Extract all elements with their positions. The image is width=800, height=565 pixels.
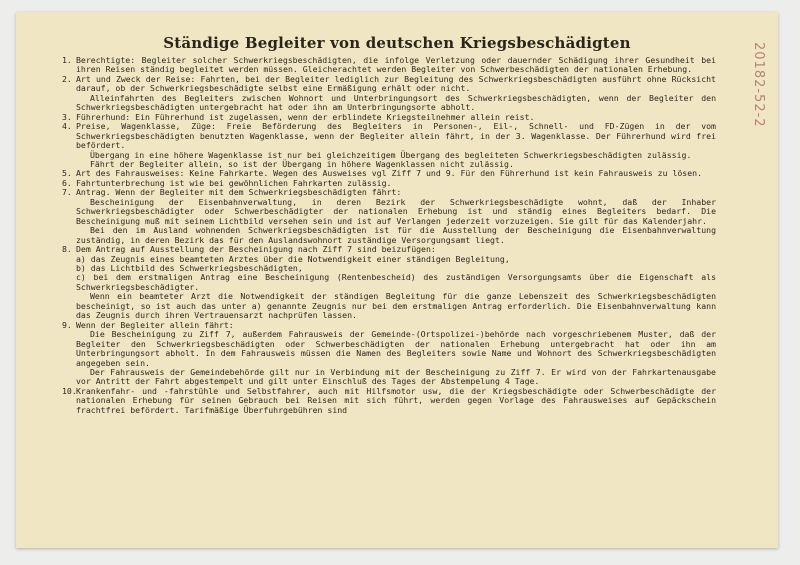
clause-item <box>62 73 716 113</box>
clause-subparagraph: Fährt der Begleiter allein, so ist der Übergang in höhere Wagenklassen nicht zulässig. <box>90 158 514 169</box>
clause-subparagraph: Die Bescheinigung zu Ziff 7, außerdem Fahrausweis der Gemeinde-(Ortspolizei-)behörde nach vorgeschriebenem Muster, daß der Begleiter den Schwerkriegsbeschädigten oder Schwerbeschädigten der nationalen Erhebung untergebracht hat oder ihn am Unterbringungsort abholt. In dem Fahrausweis müssen die Namen des Begleiters sowie Name und Wohnort des Schwerkriegsbeschädigten angegeben sein. <box>76 329 716 368</box>
clause-text: Dem Antrag auf Ausstellung der Bescheinigung nach Ziff 7 sind beizufügen: <box>76 244 436 255</box>
clause-list-line: b) das Lichtbild des Schwerkriegsbeschädigten, <box>76 262 303 273</box>
clause-text: Antrag. Wenn der Begleiter mit dem Schwerkriegsbeschädigten fährt: <box>76 187 402 198</box>
clause-number: 6. <box>62 177 72 188</box>
clause-number: 7. <box>62 187 72 198</box>
clause-number: 10. <box>62 385 77 396</box>
clause-text: Preise, Wagenklasse, Züge: Freie Beförderung des Begleiters in Personen-, Eil-, Schnell- und FD-Zügen in der vom Schwerkriegsbeschädigten benutzten Wagenklasse, wenn der Begleiter allein fährt, in der 3. Wagenklasse. Der Führerhund wird frei befördert. <box>76 121 716 151</box>
clause-item <box>62 319 716 387</box>
clause-number: 8. <box>62 244 72 255</box>
clause-number: 3. <box>62 111 72 122</box>
clause-item <box>62 385 716 415</box>
clause-item <box>62 55 716 75</box>
document-body <box>62 55 716 415</box>
clause-subparagraph: Übergang in eine höhere Wagenklasse ist nur bei gleichzeitigem Übergang des begleiteten Schwerkriegsbeschädigten zulässig. <box>90 149 692 160</box>
clause-text: Art des Fahrausweises: Keine Fahrkarte. Wegen des Ausweises vgl Ziff 7 und 9. Für den Führerhund ist kein Fahrausweis zu lösen. <box>76 168 703 179</box>
clause-subparagraph: Bei den im Ausland wohnenden Schwerkriegsbeschädigten ist für die Ausstellung der Bescheinigung die Eisenbahnverwaltung zuständig, in deren Bezirk das für den Auslandswohnort zuständige Versorgungsamt liegt. <box>76 225 716 245</box>
clause-item <box>62 244 716 321</box>
clause-number: 2. <box>62 73 72 84</box>
clause-subparagraph: Der Fahrausweis der Gemeindebehörde gilt nur in Verbindung mit der Bescheinigung zu Ziff 7. Er wird von der Fahrkartenausgabe vor Antritt der Fahrt abgestempelt und gilt unter Einschluß des Tages der Abstempelung 4 Tage. <box>76 366 716 387</box>
clause-item <box>62 121 716 169</box>
document-card <box>16 12 778 548</box>
clause-text: Art und Zweck der Reise: Fahrten, bei der Begleiter lediglich zur Begleitung des Schwerkriegsbeschädigten ausführt ohne Rücksicht darauf, ob der Schwerkriegsbeschädigte selbst eine Ermäßigung erhält oder nicht. <box>76 73 716 94</box>
clause-text: Krankenfahr- und -fahrstühle und Selbstfahrer, auch mit Hilfsmotor usw, die der Kriegsbeschädigte oder Schwerbeschädigte der nationalen Erhebung für seinen Gebrauch bei Reisen mit sich führt, werden gegen Vorlage des Fahrausweises auf Gepäckschein frachtfrei befördert. Tarifmäßige Überfuhrgebühren sind <box>76 385 716 415</box>
clause-number: 4. <box>62 121 72 132</box>
archive-reference-handwritten: 20182-52-2 <box>751 42 766 128</box>
clause-subparagraph: Wenn ein beamteter Arzt die Notwendigkeit der ständigen Begleitung für die ganze Lebenszeit des Schwerkriegsbeschädigten bescheinigt, so ist auch das unter a) genannte Zeugnis nur bei dem erstmaligen Antrag erforderlich. Die Eisenbahnverwaltung kann das Zeugnis durch ihren Vertrauensarzt nachprüfen lassen. <box>76 291 716 321</box>
clause-subparagraph: Bescheinigung der Eisenbahnverwaltung, in deren Bezirk der Schwerkriegsbeschädigte wohnt, daß der Inhaber Schwerkriegsbeschädigter oder Schwerbeschädigter der nationalen Erhebung ist und ständig eines Begleiters bedarf. Die Bescheinigung muß mit seinem Lichtbild versehen sein und ist auf Verlangen jederzeit vorzuzeigen. Sie gilt für das Kalenderjahr. <box>76 196 716 226</box>
clause-number: 1. <box>62 55 72 65</box>
clause-number: 9. <box>62 319 72 330</box>
clause-text: Wenn der Begleiter allein fährt: <box>76 319 234 330</box>
clause-text: Führerhund: Ein Führerhund ist zugelassen, wenn der erblindete Kriegsteilnehmer allein reist. <box>76 111 535 122</box>
clause-text: Fahrtunterbrechung ist wie bei gewöhnlichen Fahrkarten zulässig. <box>76 177 392 188</box>
clause-list-line: a) das Zeugnis eines beamteten Arztes über die Notwendigkeit einer ständigen Begleitung, <box>76 253 510 264</box>
clause-number: 5. <box>62 168 72 179</box>
clause-item <box>62 187 716 245</box>
clause-list-line: c) bei dem erstmaligen Antrag eine Bescheinigung (Rentenbescheid) des zuständigen Versorgungsamts über die Eigenschaft als Schwerkriegsbeschädigter. <box>76 272 716 292</box>
clause-text: Berechtigte: Begleiter solcher Schwerkriegsbeschädigten, die infolge Verletzung oder dauernder Schädigung ihrer Gesundheit bei ihren Reisen ständig begleitet werden müssen. Gleicherachtet werden Begleiter von Schwerbeschädigten der nationalen Erhebung. <box>76 55 716 75</box>
document-title: Ständige Begleiter von deutschen Kriegsbeschädigten <box>163 34 631 52</box>
clause-subparagraph: Alleinfahrten des Begleiters zwischen Wohnort und Unterbringungsort des Schwerkriegsbeschädigten, wenn der Begleiter den Schwerkriegsbeschädigten untergebracht hat oder ihn am Unterbringungsorte abholt. <box>76 92 716 113</box>
